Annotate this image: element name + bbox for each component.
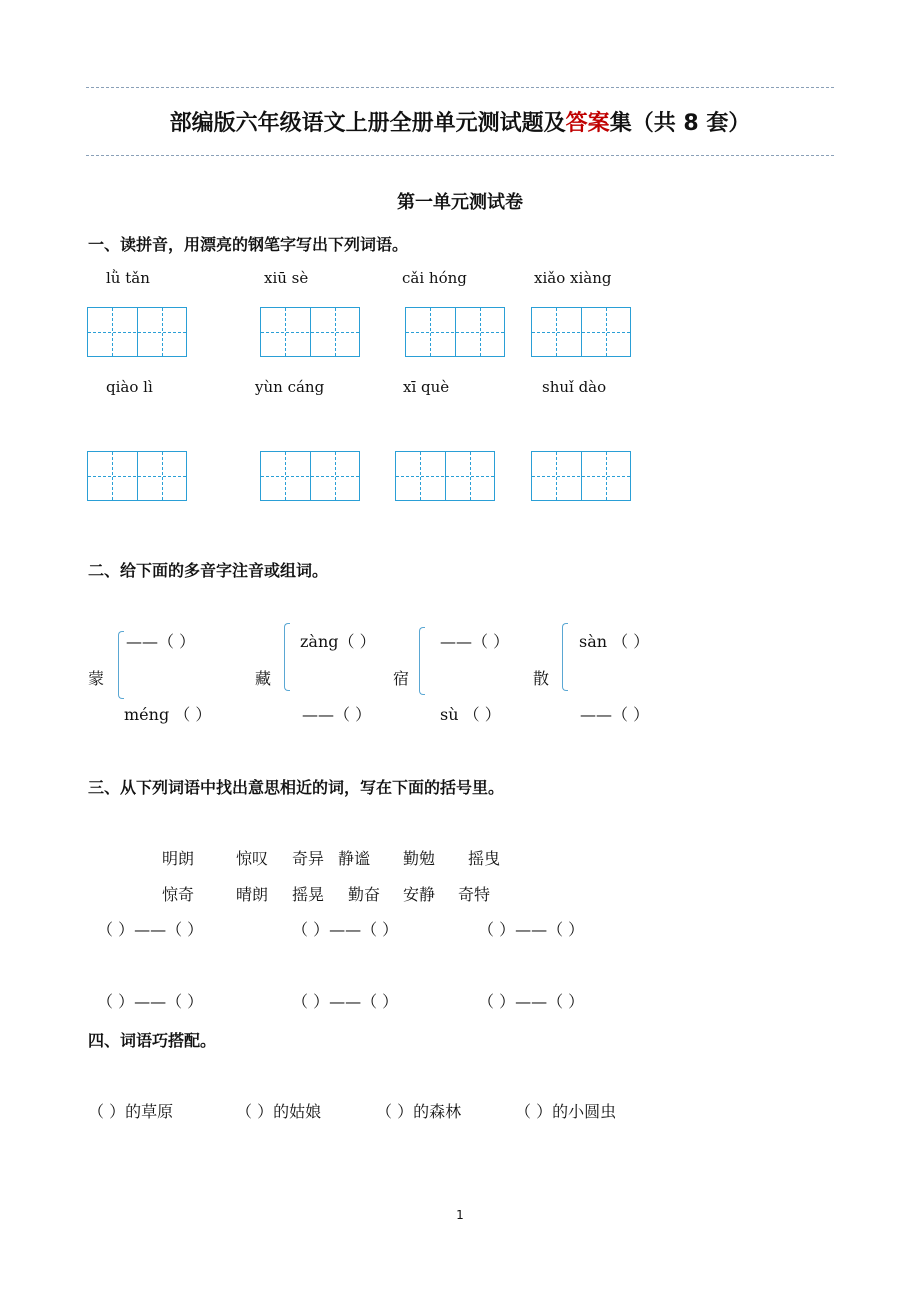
writing-grid[interactable] [405,307,505,357]
word: 奇异 [292,849,325,868]
writing-grid[interactable] [87,307,187,357]
pinyin-label: shuǐ dào [542,378,607,396]
document-title: 部编版六年级语文上册全册单元测试题及答案集（共 8 套） [169,111,751,136]
page-number: 1 [456,1208,464,1222]
section3-heading: 三、从下列词语中找出意思相近的词，写在下面的括号里。 [88,778,505,797]
pair-blank[interactable]: （ ）——（ ） [478,920,585,939]
polyphone-char: 宿 [393,669,410,688]
pair-blank[interactable]: （ ）——（ ） [292,992,399,1011]
pinyin-label: qiào lì [106,378,153,396]
polyphone-bottom[interactable]: sù （ ） [440,705,501,724]
brace [284,623,290,691]
header-rule-top [86,87,834,88]
header-rule-bottom [86,155,834,156]
word: 奇特 [458,885,491,904]
word: 摇晃 [292,885,325,904]
brace [118,631,124,699]
polyphone-top[interactable]: zàng（ ） [300,632,376,651]
word: 勤勉 [403,849,436,868]
word: 惊奇 [162,885,195,904]
collocation-item[interactable]: （ ）的姑娘 [236,1102,322,1121]
pinyin-label: yùn cáng [255,378,325,396]
writing-grid[interactable] [260,307,360,357]
polyphone-bottom[interactable]: méng （ ） [124,705,212,724]
polyphone-bottom[interactable]: ——（ ） [580,705,650,724]
pinyin-label: lǜ tǎn [106,269,150,287]
writing-grid[interactable] [87,451,187,501]
section1-heading: 一、读拼音，用漂亮的钢笔字写出下列词语。 [88,235,409,254]
polyphone-char: 蒙 [88,669,105,688]
writing-grid[interactable] [395,451,495,501]
pair-blank[interactable]: （ ）——（ ） [97,920,204,939]
polyphone-top[interactable]: ——（ ） [440,632,510,651]
pinyin-label: xiū sè [264,269,309,287]
word: 勤奋 [348,885,381,904]
polyphone-char: 散 [533,669,550,688]
pair-blank[interactable]: （ ）——（ ） [97,992,204,1011]
word: 静谧 [338,849,371,868]
section4-heading: 四、词语巧搭配。 [88,1031,217,1050]
section2-heading: 二、给下面的多音字注音或组词。 [88,561,329,580]
pair-blank[interactable]: （ ）——（ ） [478,992,585,1011]
polyphone-top[interactable]: sàn （ ） [579,632,650,651]
writing-grid[interactable] [260,451,360,501]
word: 安静 [403,885,436,904]
collocation-item[interactable]: （ ）的草原 [88,1102,174,1121]
polyphone-char: 藏 [255,669,272,688]
pinyin-label: xiǎo xiàng [534,269,612,287]
word: 摇曳 [468,849,501,868]
polyphone-top[interactable]: ——（ ） [126,632,196,651]
word: 晴朗 [236,885,269,904]
pinyin-label: xī què [403,378,450,396]
brace [419,627,425,695]
word: 明朗 [162,849,195,868]
collocation-item[interactable]: （ ）的小圆虫 [515,1102,617,1121]
pinyin-label: cǎi hóng [402,269,467,287]
writing-grid[interactable] [531,307,631,357]
unit-title: 第一单元测试卷 [397,192,523,213]
brace [562,623,568,691]
word: 惊叹 [236,849,269,868]
polyphone-bottom[interactable]: ——（ ） [302,705,372,724]
writing-grid[interactable] [531,451,631,501]
pair-blank[interactable]: （ ）——（ ） [292,920,399,939]
collocation-item[interactable]: （ ）的森林 [376,1102,462,1121]
